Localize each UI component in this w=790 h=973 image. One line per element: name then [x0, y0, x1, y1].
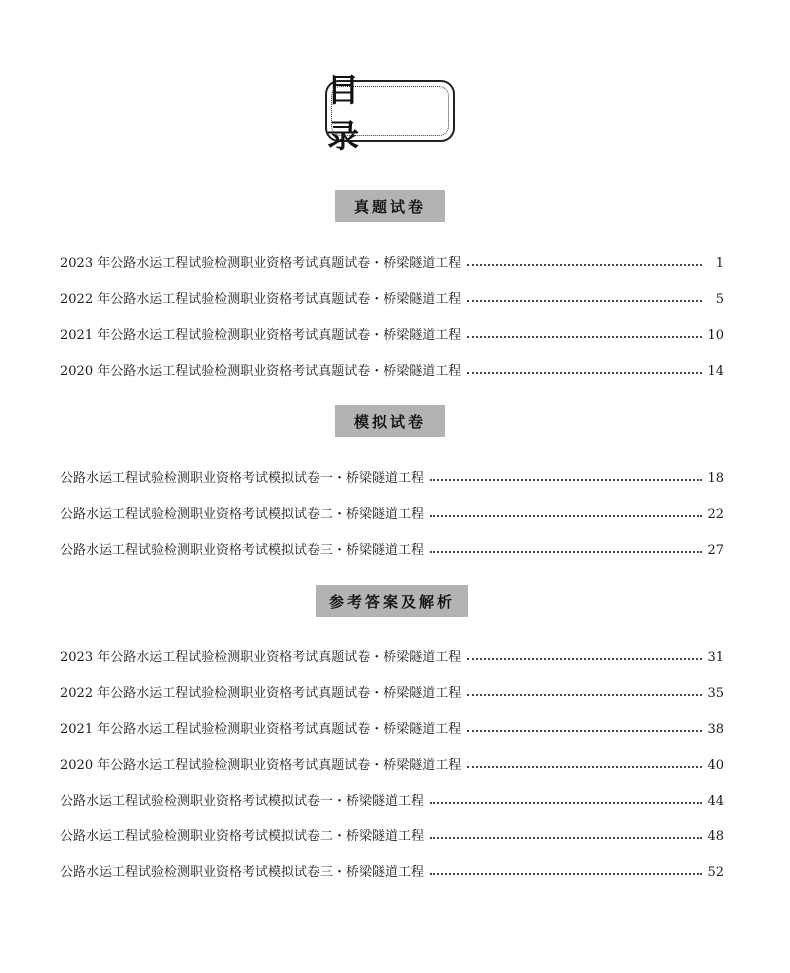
toc-entry-page: 18 — [707, 471, 724, 486]
toc-entry[interactable] — [60, 285, 724, 307]
toc-entry[interactable] — [60, 787, 724, 809]
toc-entry-title: 2020 年公路水运工程试验检测职业资格考试真题试卷・桥梁隧道工程 — [60, 364, 462, 379]
toc-entry-page: 22 — [707, 507, 724, 522]
toc-entry-title: 公路水运工程试验检测职业资格考试模拟试卷三・桥梁隧道工程 — [60, 865, 425, 880]
toc-leader-dots — [430, 802, 702, 804]
section-header-real-exams: 真题试卷 — [335, 190, 445, 222]
toc-entry-page: 40 — [707, 758, 724, 773]
toc-leader-dots — [430, 873, 702, 875]
toc-entry-title: 公路水运工程试验检测职业资格考试模拟试卷二・桥梁隧道工程 — [60, 829, 425, 844]
toc-entry-title: 公路水运工程试验检测职业资格考试模拟试卷三・桥梁隧道工程 — [60, 543, 425, 558]
toc-entry-page: 31 — [707, 650, 724, 665]
section-header-mock-exams: 模拟试卷 — [335, 405, 445, 437]
toc-entry[interactable] — [60, 357, 724, 379]
toc-leader-dots — [467, 766, 702, 768]
section-header-answers: 参考答案及解析 — [316, 585, 468, 617]
toc-entry-page: 44 — [707, 794, 724, 809]
toc-entry[interactable] — [60, 822, 724, 844]
toc-entry-title: 2020 年公路水运工程试验检测职业资格考试真题试卷・桥梁隧道工程 — [60, 758, 462, 773]
toc-entry[interactable] — [60, 643, 724, 665]
toc-entry-title: 2022 年公路水运工程试验检测职业资格考试真题试卷・桥梁隧道工程 — [60, 292, 462, 307]
toc-entry[interactable] — [60, 500, 724, 522]
toc-leader-dots — [467, 730, 702, 732]
toc-leader-dots — [430, 837, 702, 839]
toc-leader-dots — [467, 300, 702, 302]
toc-leader-dots — [467, 694, 702, 696]
toc-entry-page: 1 — [715, 256, 724, 271]
toc-entry[interactable] — [60, 249, 724, 271]
toc-entry[interactable] — [60, 536, 724, 558]
toc-entry-title: 公路水运工程试验检测职业资格考试模拟试卷一・桥梁隧道工程 — [60, 471, 425, 486]
toc-entry-page: 27 — [707, 543, 724, 558]
toc-leader-dots — [430, 479, 702, 481]
toc-entry-title: 2021 年公路水运工程试验检测职业资格考试真题试卷・桥梁隧道工程 — [60, 722, 462, 737]
toc-entry[interactable] — [60, 715, 724, 737]
toc-entry-page: 48 — [707, 829, 724, 844]
toc-title: 目 录 — [327, 71, 394, 155]
toc-entry-page: 14 — [707, 364, 724, 379]
toc-leader-dots — [467, 658, 702, 660]
toc-entry[interactable] — [60, 321, 724, 343]
toc-entry-page: 10 — [707, 328, 724, 343]
toc-entry-page: 52 — [707, 865, 724, 880]
toc-leader-dots — [467, 264, 702, 266]
toc-entry-page: 38 — [707, 722, 724, 737]
toc-entry[interactable] — [60, 858, 724, 880]
toc-entry-title: 2023 年公路水运工程试验检测职业资格考试真题试卷・桥梁隧道工程 — [60, 650, 462, 665]
toc-entry-title: 公路水运工程试验检测职业资格考试模拟试卷一・桥梁隧道工程 — [60, 794, 425, 809]
toc-entry-title: 公路水运工程试验检测职业资格考试模拟试卷二・桥梁隧道工程 — [60, 507, 425, 522]
toc-leader-dots — [430, 515, 702, 517]
toc-entry-title: 2022 年公路水运工程试验检测职业资格考试真题试卷・桥梁隧道工程 — [60, 686, 462, 701]
toc-entry-title: 2023 年公路水运工程试验检测职业资格考试真题试卷・桥梁隧道工程 — [60, 256, 462, 271]
toc-entry[interactable] — [60, 679, 724, 701]
toc-leader-dots — [467, 336, 702, 338]
toc-entry-title: 2021 年公路水运工程试验检测职业资格考试真题试卷・桥梁隧道工程 — [60, 328, 462, 343]
toc-leader-dots — [430, 551, 702, 553]
toc-title-box — [325, 71, 455, 155]
toc-entry[interactable] — [60, 464, 724, 486]
toc-entry[interactable] — [60, 751, 724, 773]
toc-leader-dots — [467, 372, 702, 374]
toc-entry-page: 35 — [707, 686, 724, 701]
toc-entry-page: 5 — [715, 292, 724, 307]
